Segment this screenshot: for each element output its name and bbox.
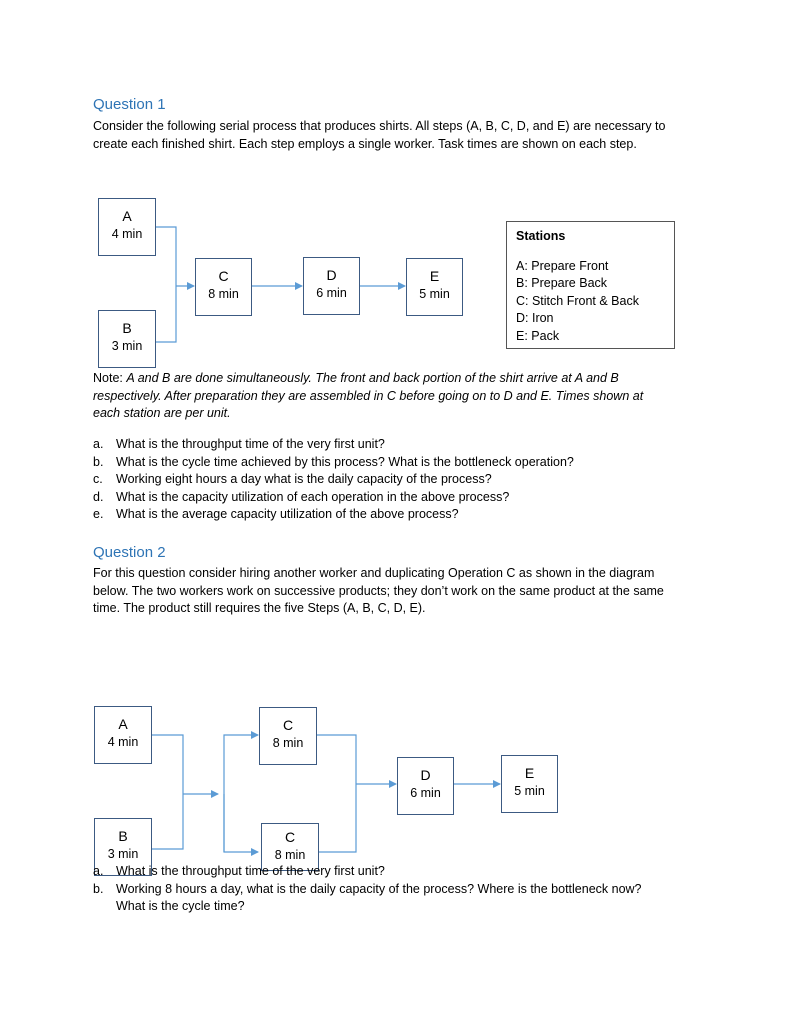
step-time: 8 min: [272, 736, 304, 750]
stations-legend-title: Stations: [516, 229, 566, 243]
note-text: respectively. After preparation they are assembled in C before going on to D and E. Times shown at: [93, 388, 644, 403]
question-marker: a.: [93, 864, 104, 878]
question-text: Working eight hours a day what is the daily capacity of the process?: [116, 472, 492, 486]
step-letter: C: [282, 717, 294, 733]
question-marker: b.: [93, 881, 104, 896]
stations-legend-item: C: Stitch Front & Back: [516, 293, 639, 308]
step-letter: E: [524, 765, 535, 781]
question-text-continued: What is the cycle time?: [116, 899, 245, 913]
step-time: 4 min: [107, 735, 139, 749]
question-marker: b.: [93, 454, 104, 469]
stations-legend-item: D: Iron: [516, 311, 554, 325]
question-text: What is the throughput time of the very first unit?: [116, 437, 385, 451]
question-text: Working 8 hours a day, what is the daily capacity of the process? Where is the bottleneck now?: [116, 881, 642, 896]
step-letter: A: [118, 716, 128, 732]
step-letter: C: [284, 829, 296, 845]
question-marker: a.: [93, 437, 104, 451]
question-1-intro-line: Consider the following serial process that produces shirts. All steps (A, B, C, D, and E) are necessary to: [93, 119, 666, 133]
question-2-heading: Question 2: [93, 544, 166, 561]
step-letter: B: [122, 320, 132, 336]
step-time: 8 min: [208, 287, 239, 301]
question-2-intro-line: below. The two workers work on successive products; they don’t work on the same product at the same: [93, 583, 664, 598]
step-letter: A: [122, 208, 132, 224]
step-time: 3 min: [111, 339, 143, 353]
step-letter: E: [429, 268, 440, 284]
question-text: What is the cycle time achieved by this process? What is the bottleneck operation?: [116, 454, 574, 469]
question-text: What is the throughput time of the very first unit?: [116, 864, 385, 878]
q2-step-d-box: [397, 757, 454, 815]
step-time: 5 min: [419, 287, 450, 301]
step-letter: B: [118, 828, 128, 844]
stations-legend-item: E: Pack: [516, 328, 560, 343]
note-text: A and B are done simultaneously. The front and back portion of the shirt arrive at A and B: [126, 371, 619, 385]
question-marker: d.: [93, 489, 104, 504]
q2-step-c-box-top: [259, 707, 317, 765]
step-letter: D: [420, 767, 431, 783]
question-2-intro-line: For this question consider hiring another worker and duplicating Operation C as shown in the diagram: [93, 566, 655, 580]
note-prefix: Note:: [93, 371, 127, 385]
question-2-list: [93, 863, 733, 916]
question-2-intro-line: time. The product still requires the five Steps (A, B, C, D, E).: [93, 601, 426, 615]
question-text: What is the capacity utilization of each operation in the above process?: [116, 489, 510, 504]
question-marker: c.: [93, 472, 103, 486]
step-time: 6 min: [410, 786, 441, 800]
stations-legend-item: B: Prepare Back: [516, 276, 608, 290]
stations-legend-item: A: Prepare Front: [516, 258, 609, 273]
question-text: What is the average capacity utilization of the above process?: [116, 507, 459, 521]
step-time: 4 min: [111, 227, 143, 241]
note-text: each station are per unit.: [93, 406, 231, 420]
step-letter: C: [218, 268, 229, 284]
step-time: 5 min: [514, 784, 545, 798]
q2-step-a-box: [94, 706, 152, 764]
question-item: [93, 863, 733, 881]
q2-step-e-box: [501, 755, 558, 813]
question-1-heading: Question 1: [93, 96, 166, 113]
step-time: 8 min: [274, 848, 306, 862]
step-time: 3 min: [107, 847, 139, 861]
step-time: 6 min: [316, 286, 347, 300]
step-letter: D: [326, 267, 337, 283]
question-marker: e.: [93, 507, 104, 521]
question-item: [93, 881, 733, 916]
question-1-intro-line: create each finished shirt. Each step employs a single worker. Task times are shown on each step.: [93, 136, 637, 151]
